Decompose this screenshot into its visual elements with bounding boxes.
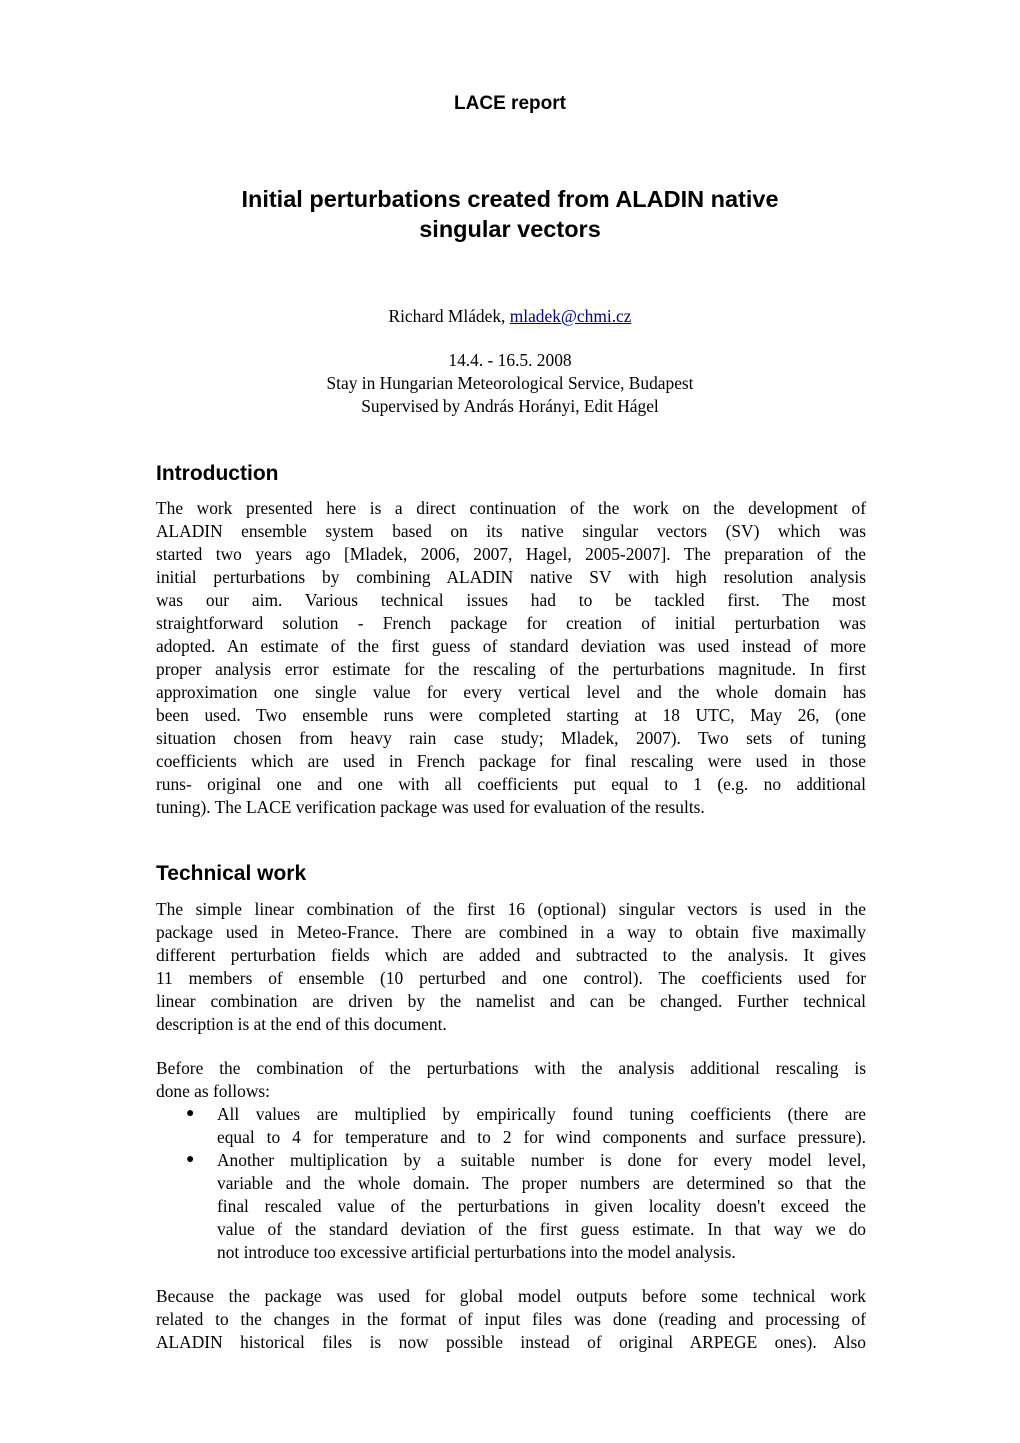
introduction-heading: Introduction [156, 462, 279, 485]
bullet-icon: ● [186, 1152, 195, 1167]
intro-line: runs- original one and one with all coefficients put equal to 1 (e.g. no additional [156, 774, 866, 794]
tech-line: The simple linear combination of the first 16 (optional) singular vectors is used in the [156, 899, 866, 919]
bullet-icon: ● [186, 1106, 195, 1121]
author-name: Richard Mládek, [388, 306, 510, 326]
tech-line: Before the combination of the perturbations with the analysis additional rescaling is [156, 1058, 866, 1078]
document-title-line-2: singular vectors [419, 216, 601, 242]
intro-line: The work presented here is a direct continuation of the work on the development of [156, 498, 866, 518]
intro-line: coefficients which are used in French package for final rescaling were used in those [156, 751, 866, 771]
tech-line: 11 members of ensemble (10 perturbed and one control). The coefficients used for [156, 968, 866, 988]
bullet-line: final rescaled value of the perturbations in given locality doesn't exceed the [217, 1196, 866, 1216]
intro-line: been used. Two ensemble runs were completed starting at 18 UTC, May 26, (one [156, 705, 866, 725]
intro-line: adopted. An estimate of the first guess of standard deviation was used instead of more [156, 636, 866, 656]
stay-location: Stay in Hungarian Meteorological Service, Budapest [326, 373, 694, 393]
tech-line: related to the changes in the format of input files was done (reading and processing of [156, 1309, 866, 1329]
intro-line: proper analysis error estimate for the rescaling of the perturbations magnitude. In first [156, 659, 866, 679]
author-email-link[interactable]: mladek@chmi.cz [509, 306, 632, 326]
intro-line: tuning). The LACE verification package was used for evaluation of the results. [156, 797, 705, 817]
intro-line: ALADIN ensemble system based on its native singular vectors (SV) which was [156, 521, 866, 541]
technical-work-heading: Technical work [156, 862, 307, 885]
tech-line: linear combination are driven by the namelist and can be changed. Further technical [156, 991, 866, 1011]
bullet-line: All values are multiplied by empirically found tuning coefficients (there are [217, 1104, 866, 1124]
intro-line: situation chosen from heavy rain case study; Mladek, 2007). Two sets of tuning [156, 728, 866, 748]
bullet-line: not introduce too excessive artificial perturbations into the model analysis. [217, 1242, 736, 1262]
intro-line: initial perturbations by combining ALADIN native SV with high resolution analysis [156, 567, 866, 587]
tech-line: Because the package was used for global model outputs before some technical work [156, 1286, 866, 1306]
tech-line: done as follows: [156, 1081, 270, 1101]
date-range: 14.4. - 16.5. 2008 [448, 350, 572, 370]
tech-line: description is at the end of this document. [156, 1014, 447, 1034]
tech-line: package used in Meteo-France. There are combined in a way to obtain five maximally [156, 922, 866, 942]
bullet-line: value of the standard deviation of the first guess estimate. In that way we do [217, 1219, 866, 1239]
bullet-line: equal to 4 for temperature and to 2 for wind components and surface pressure). [217, 1127, 866, 1147]
tech-line: different perturbation fields which are added and subtracted to the analysis. It gives [156, 945, 866, 965]
author-line [0, 305, 1020, 327]
document-title-line-1: Initial perturbations created from ALADIN native [241, 186, 779, 212]
bullet-line: Another multiplication by a suitable number is done for every model level, [217, 1150, 866, 1170]
tech-line: ALADIN historical files is now possible instead of original ARPEGE ones). Also [156, 1332, 866, 1352]
intro-line: straightforward solution - French package for creation of initial perturbation was [156, 613, 866, 633]
report-label: LACE report [454, 93, 566, 114]
intro-line: approximation one single value for every vertical level and the whole domain has [156, 682, 866, 702]
intro-line: started two years ago [Mladek, 2006, 2007, Hagel, 2005-2007]. The preparation of the [156, 544, 866, 564]
supervisors: Supervised by András Horányi, Edit Hágel [361, 396, 659, 416]
bullet-line: variable and the whole domain. The proper numbers are determined so that the [217, 1173, 866, 1193]
intro-line: was our aim. Various technical issues had to be tackled first. The most [156, 590, 866, 610]
